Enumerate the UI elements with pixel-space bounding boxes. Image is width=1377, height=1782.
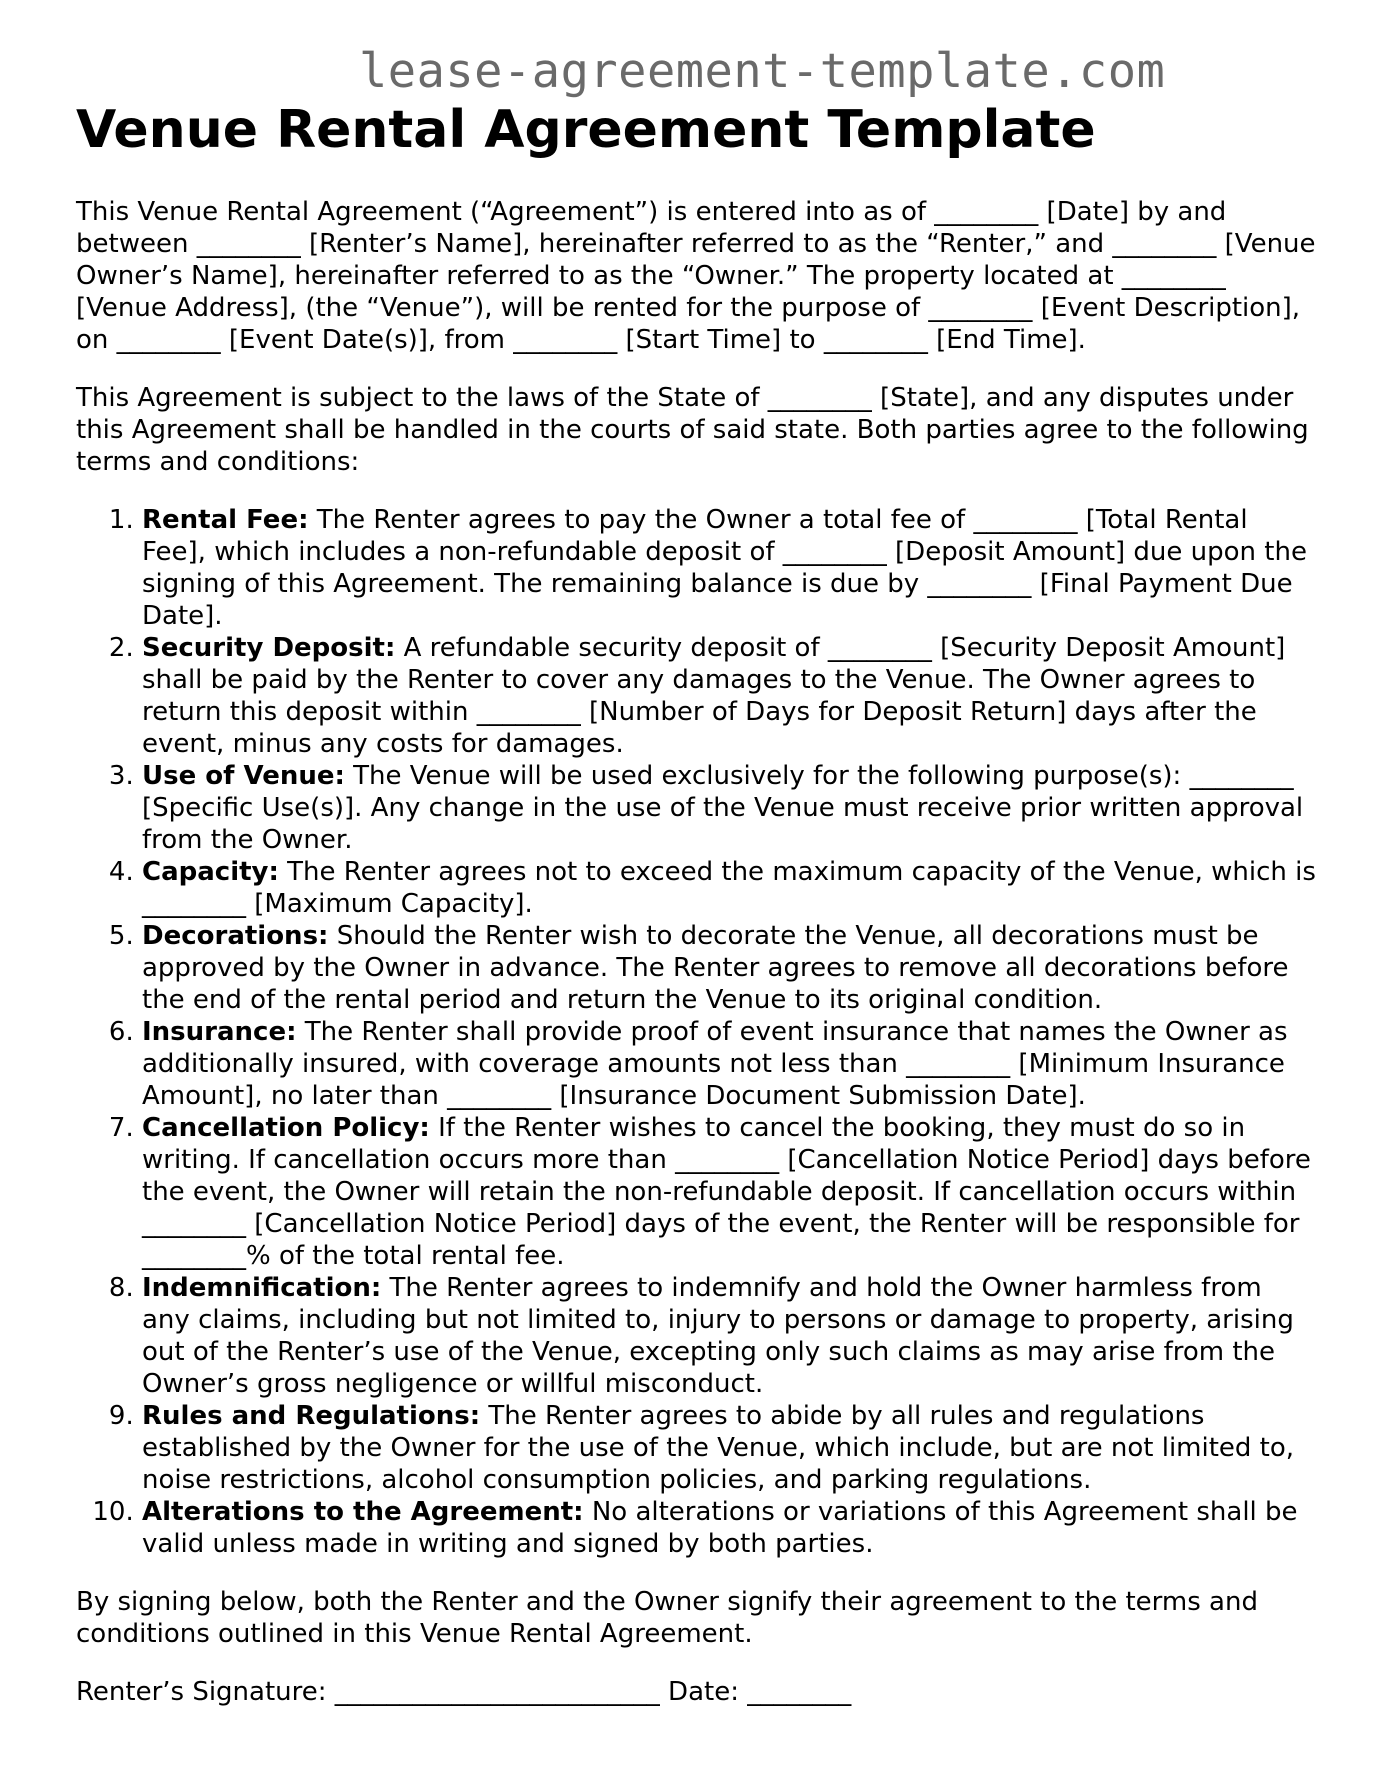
intro-paragraph: This Venue Rental Agreement (“Agreement”) is entered into as of ________ [Date] by and between ________ [Renter’s Name], hereinafter referred to as the “Renter,” and ________ [Venue Owner’s Name], hereinafter referred to as the “Owner.” The property located at ________ [Venue Address], (the “Venue”), will be rented for the purpose of ________ [Event Description], on ________ [Event Date(s)], from ________ [Start Time] to ________ [End Time].: [76, 197, 1316, 355]
governing-law-paragraph: This Agreement is subject to the laws of the State of ________ [State], and any disputes under this Agreement shall be handled in the courts of said state. Both parties agree to the following terms and conditions:: [76, 383, 1309, 477]
page-title: Venue Rental Agreement Template: [76, 100, 1096, 160]
term-text: The Renter agrees to pay the Owner a total fee of ________ [Total Rental Fee], which includes a non-refundable deposit of ________ [Deposit Amount] due upon the signing of this Agreement. The remaining balance is due by ________ [Final Payment Due Date].: [142, 505, 1307, 631]
term-text: The Renter agrees not to exceed the maximum capacity of the Venue, which is ________ [Maximum Capacity].: [142, 857, 1316, 919]
term-text: A refundable security deposit of ________ [Security Deposit Amount] shall be paid by the Renter to cover any damages to the Venue. The Owner agrees to return this deposit within ________ [Number of Days for Deposit Return] days after the event, minus any costs for damages.: [142, 633, 1286, 759]
terms-list: [76, 504, 1316, 1560]
term-heading: Capacity:: [142, 857, 279, 887]
term-heading: Cancellation Policy:: [142, 1113, 430, 1143]
term-text: The Venue will be used exclusively for the following purpose(s): ________ [Specific Use(s)]. Any change in the use of the Venue must receive prior written approval from the Owner.: [142, 761, 1304, 855]
term-text: The Renter agrees to abide by all rules and regulations established by the Owner for the use of the Venue, which include, but are not limited to, noise restrictions, alcohol consumption policies, and parking regulations.: [142, 1401, 1295, 1495]
term-heading: Use of Venue:: [142, 761, 345, 791]
term-heading: Security Deposit:: [142, 633, 396, 663]
term-item: [142, 1016, 1316, 1112]
term-text: The Renter agrees to indemnify and hold the Owner harmless from any claims, including but not limited to, injury to persons or damage to property, arising out of the Renter’s use of the Venue, excepting only such claims as may arise from the Owner’s gross negligence or willful misconduct.: [142, 1273, 1294, 1399]
term-item: [142, 632, 1316, 760]
term-text: No alterations or variations of this Agreement shall be valid unless made in writing and signed by both parties.: [142, 1497, 1298, 1559]
term-text: Should the Renter wish to decorate the Venue, all decorations must be approved by the Owner in advance. The Renter agrees to remove all decorations before the end of the rental period and return the Venue to its original condition.: [142, 921, 1289, 1015]
term-item: [142, 1112, 1316, 1272]
term-item: [142, 504, 1316, 632]
document-body: [76, 196, 1316, 1708]
term-text: The Renter shall provide proof of event insurance that names the Owner as additionally insured, with coverage amounts not less than ________ [Minimum Insurance Amount], no later than ________ [Insurance Document Submission Date].: [142, 1017, 1288, 1111]
term-item: [142, 1496, 1316, 1560]
term-item: [142, 856, 1316, 920]
closing-paragraph: By signing below, both the Renter and the Owner signify their agreement to the terms and conditions outlined in this Venue Rental Agreement.: [76, 1587, 1258, 1649]
term-item: [142, 1272, 1316, 1400]
renter-signature-line: Renter’s Signature: _________________________ Date: ________: [76, 1677, 852, 1707]
term-heading: Indemnification:: [142, 1273, 382, 1303]
site-watermark: lease-agreement-template.com: [359, 44, 1166, 99]
term-item: [142, 920, 1316, 1016]
term-item: [142, 1400, 1316, 1496]
term-heading: Insurance:: [142, 1017, 297, 1047]
term-heading: Rental Fee:: [142, 505, 309, 535]
term-heading: Rules and Regulations:: [142, 1401, 481, 1431]
term-heading: Decorations:: [142, 921, 329, 951]
term-item: [142, 760, 1316, 856]
term-heading: Alterations to the Agreement:: [142, 1497, 584, 1527]
term-text: If the Renter wishes to cancel the booking, they must do so in writing. If cancellation occurs more than ________ [Cancellation Notice Period] days before the event, the Owner will retain the non-refundable deposit. If cancellation occurs within ________ [Cancellation Notice Period] days of the event, the Renter will be responsible for ________% of the total rental fee.: [142, 1113, 1311, 1271]
